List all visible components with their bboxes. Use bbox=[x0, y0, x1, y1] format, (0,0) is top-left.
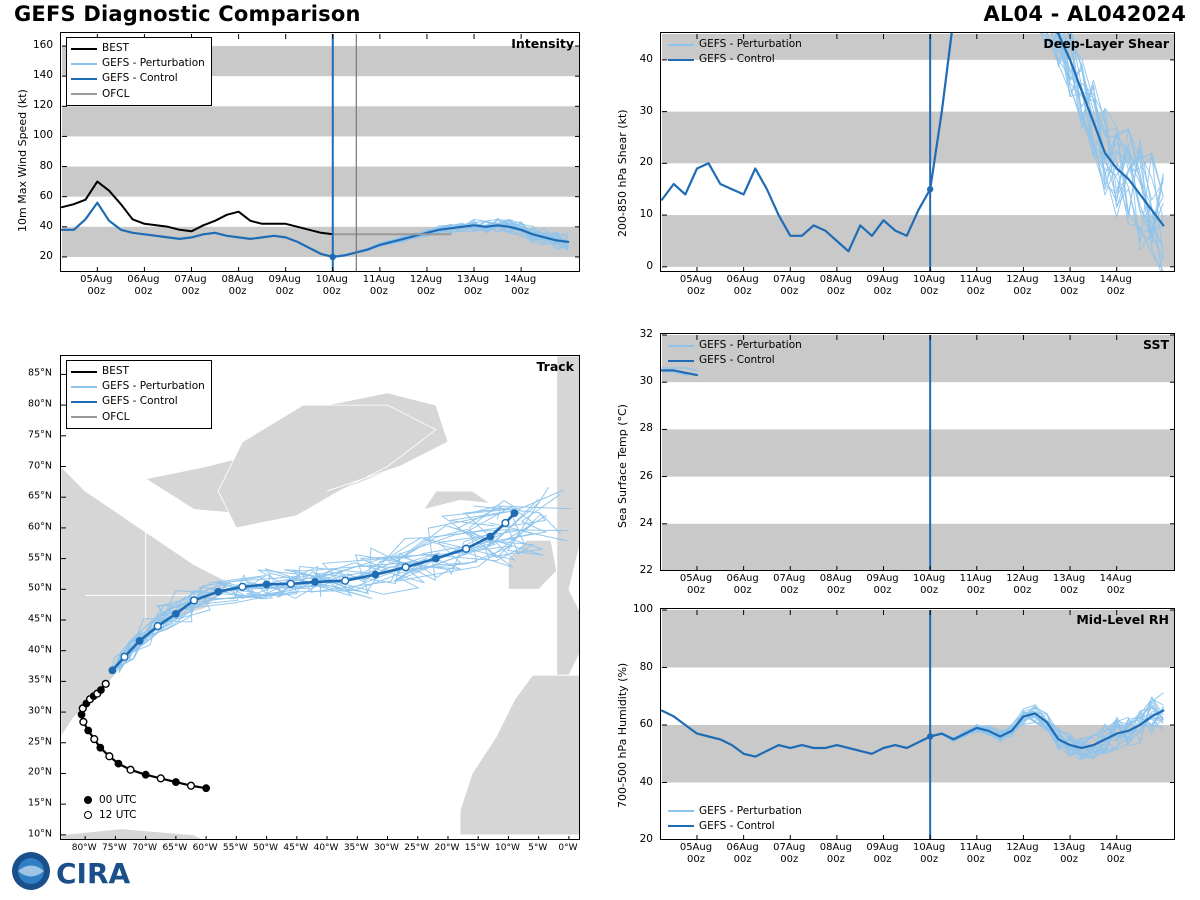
y-tick-label: 24 bbox=[639, 516, 653, 529]
y-tick-label: 60 bbox=[639, 718, 653, 730]
x-tick-label: 06Aug 00z bbox=[726, 573, 759, 596]
x-tick-label: 75°W bbox=[101, 843, 127, 853]
y-tick-label: 40 bbox=[39, 219, 53, 232]
x-tick-label: 08Aug 00z bbox=[221, 274, 254, 297]
sst-legend bbox=[666, 336, 804, 370]
legend-label-best: BEST bbox=[102, 365, 129, 377]
legend-label-ofcl: OFCL bbox=[102, 410, 130, 423]
shear-panel bbox=[616, 32, 1175, 297]
y-tick-label: 22 bbox=[639, 564, 653, 576]
x-tick-label: 70°W bbox=[132, 843, 158, 853]
y-tick-label: 10°N bbox=[28, 828, 52, 840]
x-tick-label: 13Aug 00z bbox=[456, 274, 490, 297]
x-tick-label: 08Aug 00z bbox=[819, 573, 853, 596]
track-legend bbox=[66, 360, 212, 429]
x-tick-label: 15°W bbox=[464, 843, 490, 853]
x-tick-label: 05Aug 00z bbox=[679, 274, 713, 297]
y-tick-label: 40 bbox=[639, 775, 653, 788]
legend-label-perturbation: GEFS - Perturbation bbox=[699, 38, 802, 50]
y-tick-label: 80°N bbox=[28, 398, 52, 410]
storm-id-title: AL04 - AL042024 bbox=[983, 2, 1186, 26]
x-tick-label: 13Aug 00z bbox=[1052, 274, 1086, 297]
y-tick-label: 120 bbox=[32, 99, 53, 112]
intensity-legend bbox=[66, 37, 212, 106]
x-tick-label: 07Aug 00z bbox=[773, 573, 806, 596]
legend-swatch-best bbox=[71, 371, 97, 373]
shear-y-axis-label: 200-850 hPa Shear (kt) bbox=[616, 109, 629, 237]
y-tick-label: 50°N bbox=[28, 582, 52, 594]
legend-label-perturbation: GEFS - Perturbation bbox=[102, 57, 205, 70]
legend-swatch-control bbox=[71, 401, 97, 403]
marker-00utc-icon bbox=[84, 796, 92, 804]
intensity-y-axis-label: 10m Max Wind Speed (kt) bbox=[16, 89, 29, 232]
x-tick-label: 09Aug 00z bbox=[866, 573, 899, 596]
y-tick-label: 140 bbox=[32, 69, 53, 82]
x-tick-label: 12Aug 00z bbox=[1006, 842, 1039, 865]
y-tick-label: 20°N bbox=[28, 766, 52, 778]
y-tick-label: 28 bbox=[639, 422, 653, 435]
x-tick-label: 10Aug 00z bbox=[913, 274, 946, 297]
x-tick-label: 25°W bbox=[404, 843, 430, 853]
x-tick-label: 13Aug 00z bbox=[1052, 842, 1086, 865]
legend-label-control: GEFS - Control bbox=[699, 354, 775, 367]
legend-label-perturbation: GEFS - Perturbation bbox=[699, 804, 802, 817]
y-tick-label: 60°N bbox=[28, 521, 52, 533]
x-tick-label: 11Aug 00z bbox=[362, 274, 395, 297]
marker-12utc-icon bbox=[84, 811, 92, 819]
y-tick-label: 100 bbox=[632, 603, 653, 615]
sst-panel bbox=[616, 328, 1175, 596]
intensity-panel bbox=[16, 32, 580, 297]
x-tick-label: 11Aug 00z bbox=[959, 573, 992, 596]
rh-y-axis-label: 700-500 hPa Humidity (%) bbox=[616, 662, 629, 808]
x-tick-label: 80°W bbox=[71, 843, 97, 853]
x-tick-label: 11Aug 00z bbox=[959, 274, 992, 297]
cira-logo bbox=[10, 850, 140, 892]
track-marker-legend bbox=[80, 790, 143, 826]
y-tick-label: 40 bbox=[639, 52, 653, 65]
y-tick-label: 32 bbox=[639, 328, 653, 340]
x-tick-label: 40°W bbox=[313, 843, 339, 853]
y-tick-label: 65°N bbox=[28, 490, 52, 502]
legend-swatch-best bbox=[71, 48, 97, 50]
legend-swatch-control bbox=[668, 360, 694, 362]
y-tick-label: 20 bbox=[39, 249, 53, 262]
y-tick-label: 30°N bbox=[28, 705, 52, 717]
intensity-panel-label: Intensity bbox=[511, 36, 574, 51]
sst-y-axis-label: Sea Surface Temp (°C) bbox=[616, 404, 629, 528]
x-tick-label: 07Aug 00z bbox=[174, 274, 207, 297]
x-tick-label: 14Aug 00z bbox=[1099, 573, 1132, 596]
x-tick-label: 45°W bbox=[283, 843, 309, 853]
x-tick-label: 50°W bbox=[253, 843, 279, 853]
track-panel bbox=[28, 355, 580, 853]
x-tick-label: 08Aug 00z bbox=[819, 274, 853, 297]
y-tick-label: 160 bbox=[32, 39, 53, 52]
y-tick-label: 70°N bbox=[28, 460, 52, 471]
legend-swatch-control bbox=[71, 78, 97, 80]
legend-label-perturbation: GEFS - Perturbation bbox=[699, 339, 802, 351]
y-tick-label: 15°N bbox=[28, 797, 52, 809]
legend-swatch-perturbation bbox=[668, 44, 694, 46]
x-tick-label: 12Aug 00z bbox=[409, 274, 443, 297]
x-tick-label: 05Aug 00z bbox=[679, 842, 713, 865]
x-tick-label: 05Aug 00z bbox=[80, 274, 113, 297]
legend-label-control: GEFS - Control bbox=[699, 819, 775, 832]
y-tick-label: 0 bbox=[646, 259, 653, 272]
rh-panel bbox=[616, 603, 1175, 865]
legend-label-control: GEFS - Control bbox=[699, 53, 775, 66]
y-tick-label: 10 bbox=[639, 208, 653, 221]
legend-label-control: GEFS - Control bbox=[102, 72, 178, 85]
y-tick-label: 20 bbox=[639, 833, 653, 845]
y-tick-label: 40°N bbox=[28, 644, 52, 656]
y-tick-label: 25°N bbox=[28, 736, 52, 748]
x-tick-label: 35°W bbox=[343, 843, 369, 853]
legend-swatch-perturbation bbox=[668, 345, 694, 347]
y-tick-label: 80 bbox=[39, 159, 53, 172]
marker-label-00utc: 00 UTC bbox=[99, 793, 137, 806]
y-tick-label: 45°N bbox=[28, 613, 52, 625]
legend-swatch-perturbation bbox=[71, 386, 97, 388]
y-tick-label: 30 bbox=[639, 104, 653, 117]
x-tick-label: 20°W bbox=[434, 843, 460, 853]
legend-swatch-perturbation bbox=[71, 63, 97, 65]
y-tick-label: 30 bbox=[639, 375, 653, 388]
x-tick-label: 09Aug 00z bbox=[866, 842, 899, 865]
x-tick-label: 08Aug 00z bbox=[819, 842, 853, 865]
y-tick-label: 20 bbox=[639, 156, 653, 169]
x-tick-label: 10Aug 00z bbox=[315, 274, 348, 297]
x-tick-label: 5°W bbox=[528, 843, 548, 853]
rh-legend bbox=[666, 802, 804, 836]
y-tick-label: 85°N bbox=[28, 367, 52, 379]
x-tick-label: 06Aug 00z bbox=[726, 842, 759, 865]
x-tick-label: 14Aug 00z bbox=[503, 274, 537, 297]
y-tick-label: 35°N bbox=[28, 674, 52, 686]
x-tick-label: 06Aug 00z bbox=[127, 274, 160, 297]
x-tick-label: 12Aug 00z bbox=[1006, 573, 1039, 596]
x-tick-label: 11Aug 00z bbox=[959, 842, 992, 865]
shear-panel-label: Deep-Layer Shear bbox=[1043, 36, 1169, 51]
svg-text:CIRA: CIRA bbox=[56, 857, 131, 890]
y-tick-label: 75°N bbox=[28, 429, 52, 441]
page-title: GEFS Diagnostic Comparison bbox=[14, 2, 361, 26]
x-tick-label: 09Aug 00z bbox=[268, 274, 301, 297]
legend-label-ofcl: OFCL bbox=[102, 87, 130, 100]
legend-label-control: GEFS - Control bbox=[102, 395, 178, 408]
legend-label-perturbation: GEFS - Perturbation bbox=[102, 380, 205, 393]
track-panel-label: Track bbox=[536, 359, 574, 374]
x-tick-label: 05Aug 00z bbox=[679, 573, 713, 596]
y-tick-label: 100 bbox=[32, 129, 53, 142]
x-tick-label: 55°W bbox=[222, 843, 248, 853]
legend-swatch-control bbox=[668, 59, 694, 61]
y-tick-label: 80 bbox=[639, 660, 653, 673]
x-tick-label: 10Aug 00z bbox=[913, 842, 946, 865]
legend-swatch-perturbation bbox=[668, 810, 694, 812]
y-tick-label: 60 bbox=[39, 189, 53, 202]
x-tick-label: 13Aug 00z bbox=[1052, 573, 1086, 596]
x-tick-label: 14Aug 00z bbox=[1099, 842, 1132, 865]
y-tick-label: 55°N bbox=[28, 552, 52, 564]
legend-swatch-ofcl bbox=[71, 416, 97, 418]
x-tick-label: 06Aug 00z bbox=[726, 274, 759, 297]
x-tick-label: 30°W bbox=[374, 843, 399, 853]
y-tick-label: 26 bbox=[639, 469, 653, 482]
x-tick-label: 07Aug 00z bbox=[773, 274, 806, 297]
legend-swatch-control bbox=[668, 825, 694, 827]
marker-label-12utc: 12 UTC bbox=[99, 808, 137, 821]
x-tick-label: 10°W bbox=[495, 843, 520, 853]
x-tick-label: 65°W bbox=[162, 843, 188, 853]
x-tick-label: 0°W bbox=[558, 843, 578, 853]
x-tick-label: 12Aug 00z bbox=[1006, 274, 1039, 297]
x-tick-label: 60°W bbox=[192, 843, 218, 853]
legend-swatch-ofcl bbox=[71, 93, 97, 95]
x-tick-label: 09Aug 00z bbox=[866, 274, 899, 297]
x-tick-label: 07Aug 00z bbox=[773, 842, 806, 865]
sst-panel-label: SST bbox=[1143, 337, 1169, 352]
x-tick-label: 14Aug 00z bbox=[1099, 274, 1132, 297]
shear-legend bbox=[666, 35, 804, 69]
x-tick-label: 10Aug 00z bbox=[913, 573, 946, 596]
legend-label-best: BEST bbox=[102, 42, 129, 54]
rh-panel-label: Mid-Level RH bbox=[1076, 612, 1169, 627]
